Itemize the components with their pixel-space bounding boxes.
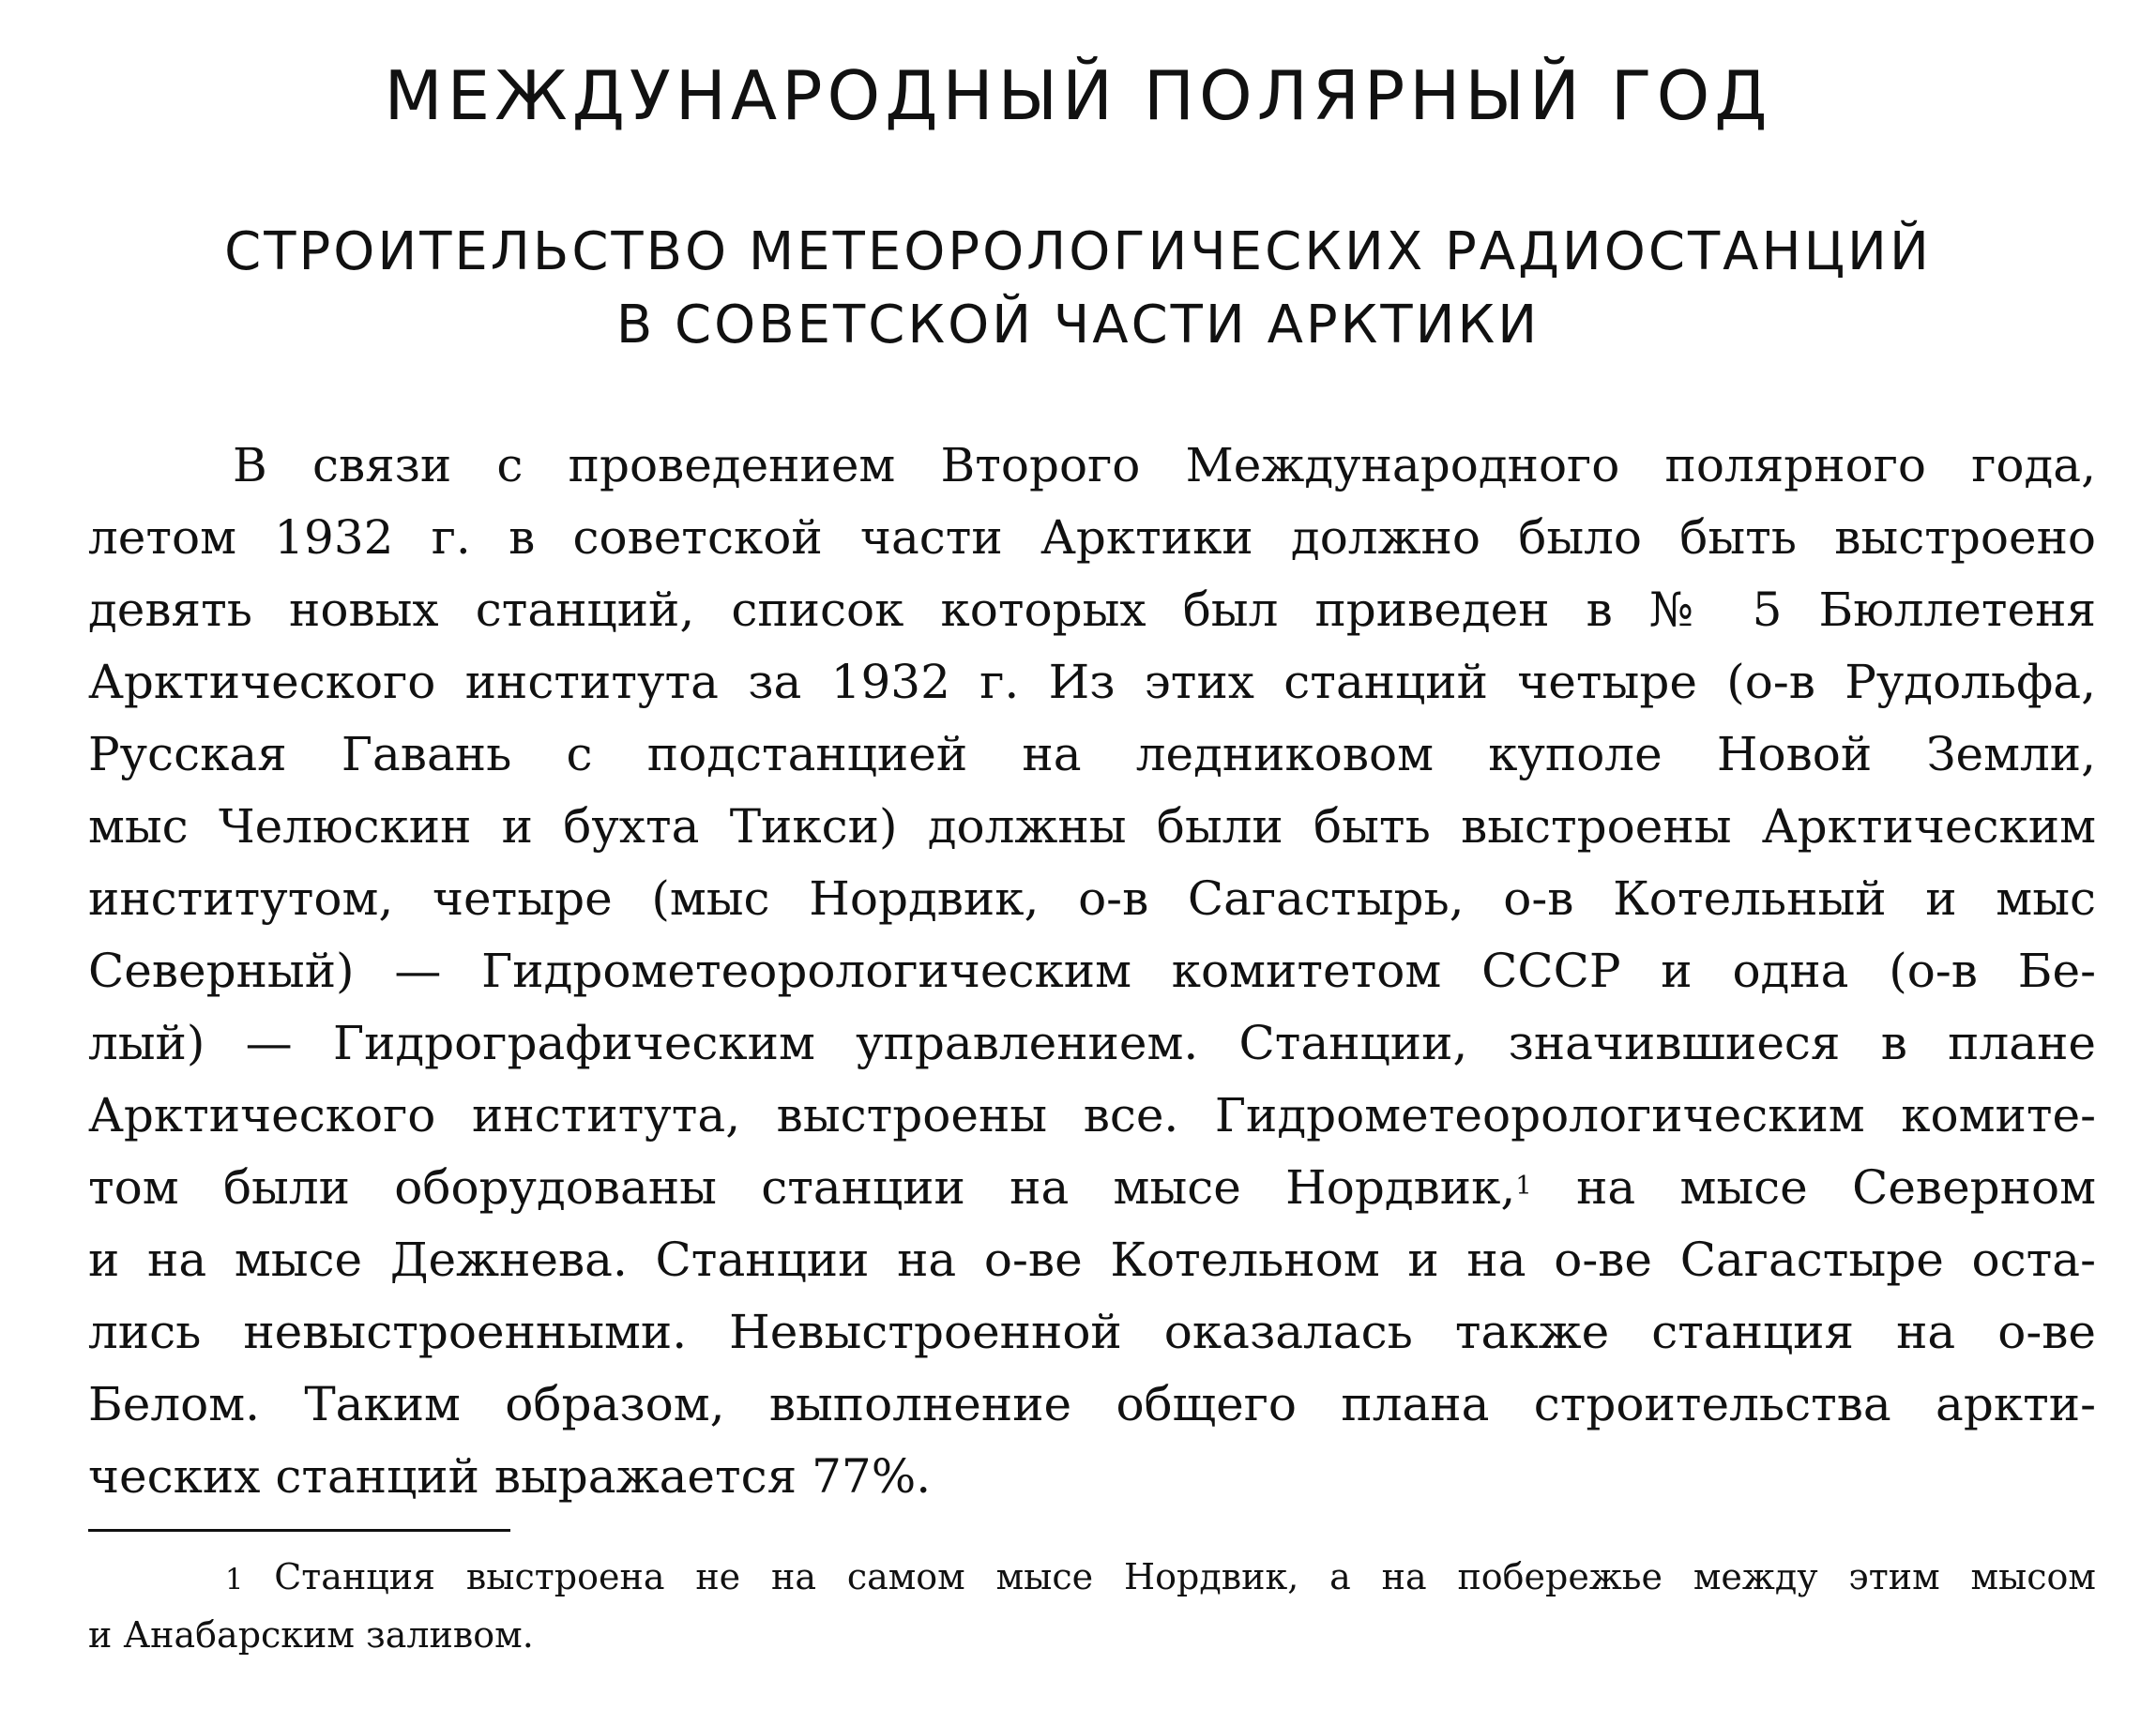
body-line-text-tail: на мысе Северном — [1576, 1160, 2096, 1215]
subtitle-line-2: В СОВЕТСКОЙ ЧАСТИ АРКТИКИ — [615, 295, 1541, 356]
article-subtitle — [0, 216, 2156, 362]
percent-sign: %. — [871, 1449, 932, 1504]
body-line: девять новых станций, список которых был приведен в № 5 Бюллетеня — [88, 583, 2096, 637]
body-line: Белом. Таким образом, выполнение общего плана строительства аркти- — [88, 1377, 2096, 1431]
body-line: и на мысе Дежнева. Станции на о-ве Котельном и на о-ве Сагастыре оста- — [88, 1233, 2096, 1287]
body-line-text: том были оборудованы станции на мысе Нордвик, — [88, 1160, 1516, 1215]
body-line: мыс Челюскин и бухта Тикси) должны были быть выстроены Арктическим — [88, 799, 2096, 854]
footnote-divider — [88, 1529, 510, 1532]
body-line: лый) — Гидрографическим управлением. Станции, значившиеся в плане — [88, 1016, 2096, 1070]
body-line: Северный) — Гидрометеорологическим комитетом СССР и одна (о-в Бе- — [88, 944, 2096, 998]
body-line: лись невыстроенными. Невыстроенной оказалась также станция на о-ве — [88, 1305, 2096, 1359]
footnote-text: Станция выстроена не на самом мысе Нордвик, а на побережье между этим мысом — [274, 1556, 2096, 1597]
footnote-reference: 1 — [1515, 1171, 1532, 1202]
body-line: летом 1932 г. в советской части Арктики должно было быть выстроено — [88, 510, 2096, 565]
footnote — [88, 1548, 2096, 1664]
body-line: Арктического института за 1932 г. Из этих станций четыре (о-в Рудольфа, — [88, 655, 2096, 709]
body-paragraph — [88, 430, 2096, 1513]
page-title: МЕЖДУНАРОДНЫЙ ПОЛЯРНЫЙ ГОД — [384, 56, 1772, 135]
footnote-marker: 1 — [225, 1564, 244, 1596]
body-line: Русская Гавань с подстанцией на ледниковом куполе Новой Земли, — [88, 727, 2096, 781]
body-line: институтом, четыре (мыс Нордвик, о-в Сагастырь, о-в Котельный и мыс — [88, 871, 2096, 926]
body-line-text: ческих станций выражается 77 — [88, 1449, 872, 1504]
footnote-line-1 — [88, 1548, 2096, 1606]
subtitle-line-1: СТРОИТЕЛЬСТВО МЕТЕОРОЛОГИЧЕСКИХ РАДИОСТАНЦИЙ — [224, 221, 1932, 282]
body-line-final — [88, 1441, 2096, 1513]
body-line-with-footnote — [88, 1152, 2096, 1224]
footnote-line-2: и Анабарским заливом. — [88, 1614, 534, 1656]
body-line: Арктического института, выстроены все. Гидрометеорологическим комите- — [88, 1088, 2096, 1142]
body-line: В связи с проведением Второго Международного полярного года, — [233, 438, 2096, 492]
